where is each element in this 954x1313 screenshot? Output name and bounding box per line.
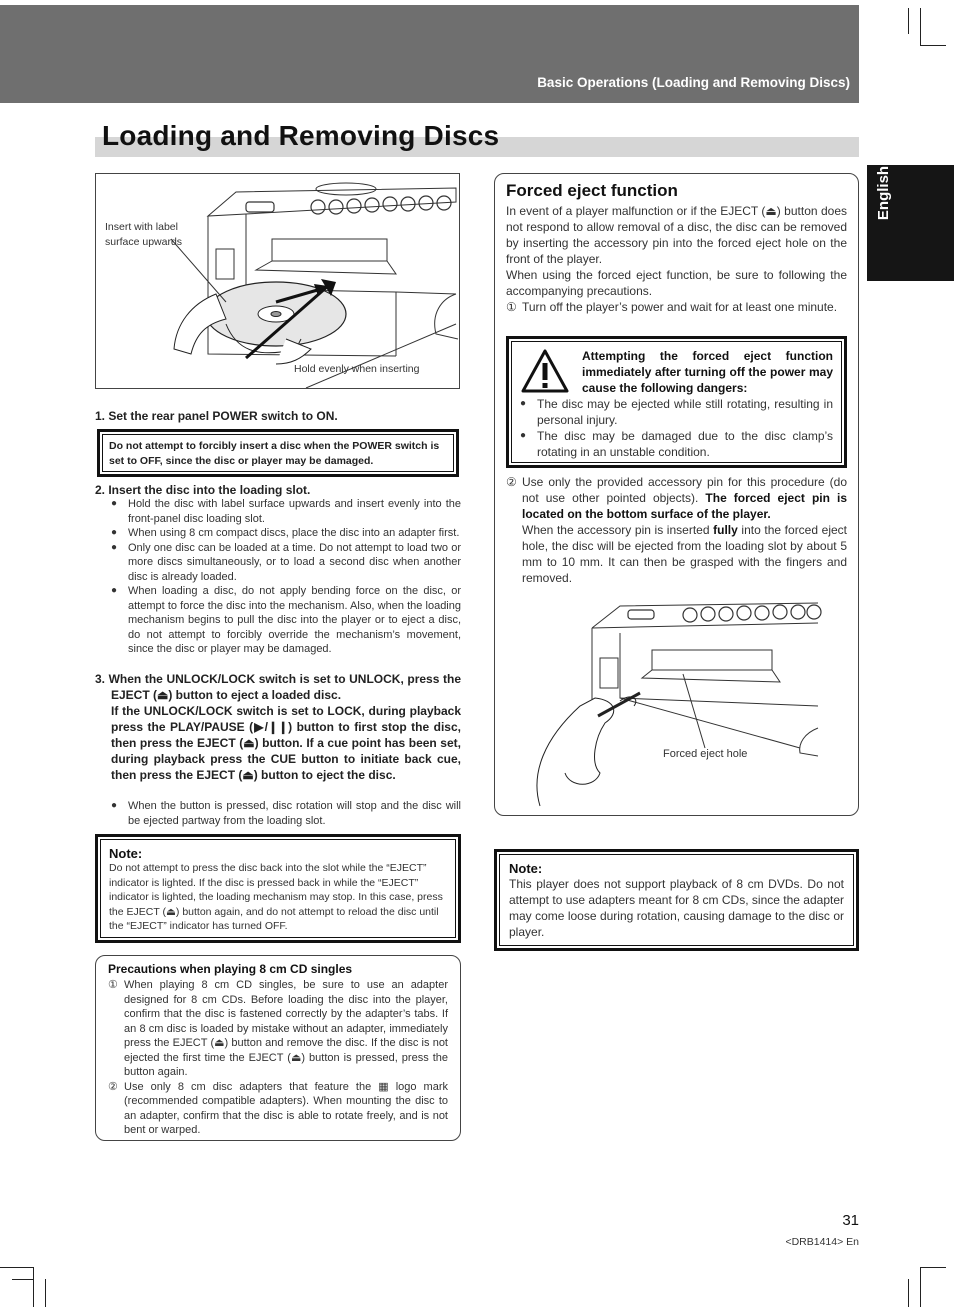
item-number: ② xyxy=(108,1080,118,1093)
note-title: Note: xyxy=(509,861,543,876)
step-text: into the forced eject hole, the disc will be ejected from the loading slot by about 5 mm to 10 mm. It can then be grasped with the fingers and removed. xyxy=(522,523,847,585)
forced-eject-hole-caption: Forced eject hole xyxy=(663,748,748,760)
danger-warning-box xyxy=(506,336,847,468)
note-text: Do not attempt to press the disc back into the slot while the “EJECT” indicator is lighted. If the disc is pressed back in while the “EJECT” indicator is lighted, the loading mechanism may stop. In this case, press the EJECT (⏏) button again, and do not attempt to reload the disc until the “EJECT” indicator has turned OFF. xyxy=(109,862,443,932)
page-title: Loading and Removing Discs xyxy=(102,120,500,151)
list-item: ● Hold the disc with label surface upwards and insert evenly into the front-panel disc loading slot. xyxy=(111,497,461,526)
section-heading: Basic Operations (Loading and Removing Discs) xyxy=(537,75,850,90)
item-number: ① xyxy=(108,979,118,991)
forced-eject-precaution-note: When using the forced eject function, be sure to following the accompanying precautions. xyxy=(506,268,847,298)
list-item: ● When loading a disc, do not apply bending force on the disc, or attempt to force the disc into the mechanism. Also, when the loading mechanism begins to pull the disc into the player or to eject a disc, do not attempt to forcibly override the mechanism’s movement, since the disc or player may be damaged. xyxy=(111,584,461,657)
note-text: This player does not support playback of 8 cm DVDs. Do not attempt to use adapters meant for 8 cm CDs, since the adapter may come loose during rotation, causing damage to the disc or player. xyxy=(509,877,844,939)
crop-mark xyxy=(12,1279,33,1280)
forced-eject-content xyxy=(506,181,847,315)
step-text: When the accessory pin is inserted xyxy=(522,523,710,537)
crop-mark xyxy=(33,1267,34,1307)
step-2-bullets xyxy=(111,497,461,657)
note-box xyxy=(95,834,461,943)
pin-insertion-drawing xyxy=(500,598,858,810)
forced-eject-title: Forced eject function xyxy=(506,181,678,200)
player-disc-drawing xyxy=(96,174,459,388)
list-item: ● When the button is pressed, disc rotation will stop and the disc will be ejected partway from the loading slot. xyxy=(111,799,461,828)
crop-mark xyxy=(920,1267,921,1307)
step-number: ② xyxy=(506,475,517,489)
step-text-bold: The forced eject pin is located on the bottom surface of the player. xyxy=(522,491,847,521)
warning-triangle-icon xyxy=(520,348,570,394)
step-3-continued: If the UNLOCK/LOCK switch is set to LOCK, during playback press the PLAY/PAUSE (▶/❙❙) button to first stop the disc, then press the EJECT (⏏) button. If a cue point has been set, during playback press the CUE button to initiate back cue, then press the EJECT (⏏) button to eject the disc. xyxy=(111,704,461,782)
crop-mark xyxy=(908,8,909,34)
crop-mark xyxy=(920,8,921,46)
item-text: When playing 8 cm CD singles, be sure to use an adapter designed for 8 cm CDs. Before loading the disc into the player, confirm that the disc is fastened correctly by the adapter’s tabs. If an 8 cm disc is loaded by mistake without an adapter, immediately press the EJECT (⏏) button and remove the disc. If the disc is not ejected the first time the EJECT (⏏) button is pressed, press the button again. xyxy=(124,979,448,1078)
note-title: Note: xyxy=(109,846,143,861)
precaution-item xyxy=(108,1080,448,1138)
step-3-bullets xyxy=(111,799,461,828)
insert-label-caption: Insert with label surface upwards xyxy=(105,221,183,248)
precautions-title: Precautions when playing 8 cm CD singles xyxy=(108,962,353,976)
list-item: ● Only one disc can be loaded at a time. Do not attempt to load two or more discs simultaneously, or to load a second disc when another disc is already loaded. xyxy=(111,541,461,585)
crop-mark xyxy=(45,1279,46,1307)
crop-mark xyxy=(908,1279,909,1307)
forced-step-1 xyxy=(506,299,847,315)
step-3 xyxy=(95,671,461,783)
step-text-bold: fully xyxy=(713,523,738,537)
crop-mark xyxy=(920,1267,946,1268)
step-2: 2. Insert the disc into the loading slot. xyxy=(95,483,311,497)
power-warning-box xyxy=(97,429,459,477)
note-box-8cm-dvd xyxy=(494,849,859,951)
language-label: English xyxy=(875,165,892,221)
forced-eject-intro: In event of a player malfunction or if the EJECT (⏏) button does not respond to allow removal of a disc, the disc can be removed by inserting the accessory pin into the forced eject hole on the front of the player. xyxy=(506,204,847,266)
crop-mark xyxy=(920,45,946,46)
list-item: ● The disc may be damaged due to the disc clamp’s rotating in an unstable condition. xyxy=(520,428,833,460)
page-number: 31 xyxy=(842,1212,859,1229)
list-item: ● When using 8 cm compact discs, place the disc into an adapter first. xyxy=(111,526,461,541)
step-text: Turn off the player’s power and wait for at least one minute. xyxy=(522,300,838,314)
disc-insert-illustration xyxy=(95,173,460,389)
hold-evenly-caption: Hold evenly when inserting xyxy=(294,363,420,375)
step-1: 1. Set the rear panel POWER switch to ON. xyxy=(95,409,338,423)
power-warning-text: Do not attempt to forcibly insert a disc when the POWER switch is set to OFF, since the disc or player may be damaged. xyxy=(102,434,454,472)
item-text: Use only 8 cm disc adapters that feature the ▦ logo mark (recommended compatible adapters). When mounting the disc to an adapter, confirm that the disc is able to rotate freely, and is not bent or warped. xyxy=(124,1080,448,1136)
forced-step-2 xyxy=(506,474,847,586)
forced-eject-illustration xyxy=(500,598,858,810)
precautions-box xyxy=(95,955,461,1141)
step-text: Use only the provided accessory pin for this procedure (do not use other pointed objects). xyxy=(522,475,847,505)
language-tab xyxy=(867,165,954,281)
step-3-lead: 3. When the UNLOCK/LOCK switch is set to UNLOCK, press the EJECT (⏏) button to eject a loaded disc. xyxy=(95,672,461,702)
crop-mark xyxy=(0,1267,33,1268)
danger-bullets xyxy=(520,396,833,460)
danger-heading: Attempting the forced eject function immediately after turning off the power may cause the following dangers: xyxy=(582,349,833,395)
list-item: ● The disc may be ejected while still rotating, resulting in personal injury. xyxy=(520,396,833,428)
precaution-item xyxy=(108,978,448,1080)
step-number: ① xyxy=(506,300,517,314)
document-code: <DRB1414> En xyxy=(785,1236,859,1248)
